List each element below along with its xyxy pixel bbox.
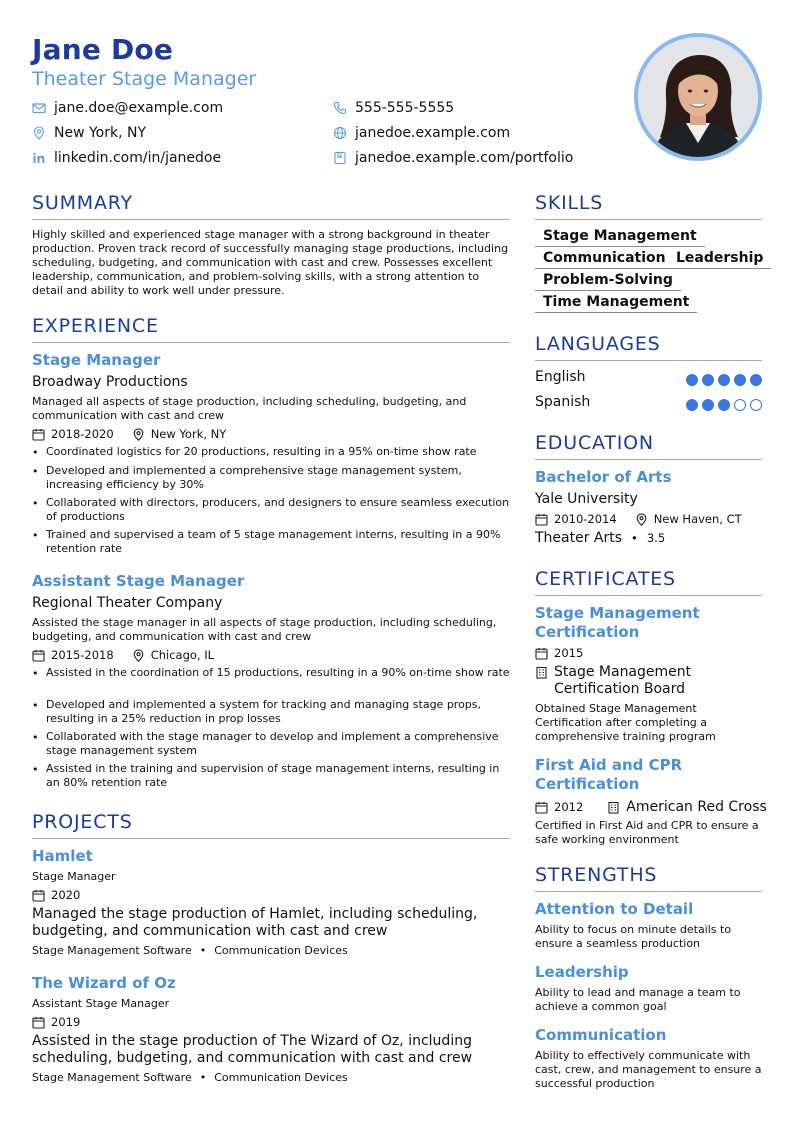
skills-divider — [535, 219, 762, 220]
job-bullet: • Developed and implemented a system for tracking and managing stage props, resulting in a 25% reduction in prop losses — [32, 698, 510, 726]
project-role: Stage Manager — [32, 870, 116, 883]
level-dot-filled — [702, 374, 714, 386]
education-heading: EDUCATION — [535, 432, 654, 454]
certificate-year: 2015 — [554, 646, 584, 660]
project-tag: Stage Management Software — [32, 944, 192, 957]
job-company: Regional Theater Company — [32, 595, 223, 611]
project-meta — [32, 1015, 80, 1029]
contact-website[interactable] — [333, 125, 510, 141]
language-name: Spanish — [535, 394, 591, 410]
strength-title: Leadership — [535, 963, 629, 981]
certificate-issuer-row — [535, 664, 762, 698]
education-gpa: 3.5 — [646, 531, 666, 545]
job-company: Broadway Productions — [32, 374, 188, 390]
contact-email[interactable] — [32, 100, 223, 116]
project-description: Assisted in the stage production of The Wizard of Oz, including scheduling, budgeting, and communication with cast and crew — [32, 1033, 473, 1066]
certificate-title: First Aid and CPR Certification — [535, 756, 683, 793]
certificate-meta — [535, 799, 767, 815]
bookmark-icon — [333, 151, 347, 165]
project-title: Hamlet — [32, 847, 93, 865]
education-school: Yale University — [535, 491, 638, 507]
experience-heading: EXPERIENCE — [32, 315, 159, 337]
job-bullet: • Assisted in the training and supervision of stage management interns, resulting in an 80% retention rate — [32, 762, 510, 790]
project-tag: Communication Devices — [214, 944, 348, 957]
calendar-icon — [535, 513, 548, 526]
email-text: jane.doe@example.com — [54, 100, 224, 116]
job-bullet: • Coordinated logistics for 20 productions, resulting in a 95% on-time show rate — [32, 445, 510, 459]
level-dot-filled — [686, 399, 698, 411]
phone-icon — [333, 101, 347, 115]
education-meta — [535, 512, 742, 526]
contact-location — [32, 125, 146, 141]
project-role: Assistant Stage Manager — [32, 997, 170, 1010]
skill-tag: Communication — [535, 249, 674, 269]
level-dot-filled — [686, 374, 698, 386]
education-degree: Bachelor of Arts — [535, 468, 672, 486]
linkedin-text: linkedin.com/in/janedoe — [54, 150, 222, 166]
phone-text: 555-555-5555 — [355, 100, 455, 116]
resume-title: Theater Stage Manager — [32, 68, 257, 90]
experience-divider — [32, 342, 510, 343]
job-bullet: • Assisted in the coordination of 15 productions, resulting in a 90% on-time show rate — [32, 666, 510, 680]
location-pin-icon — [635, 513, 648, 526]
strength-title: Attention to Detail — [535, 900, 694, 918]
projects-divider — [32, 838, 510, 839]
calendar-icon — [32, 1016, 45, 1029]
level-dot-filled — [750, 374, 762, 386]
certificates-divider — [535, 595, 762, 596]
languages-heading: LANGUAGES — [535, 333, 661, 355]
level-dot-filled — [702, 399, 714, 411]
building-icon — [535, 666, 548, 679]
calendar-icon — [535, 647, 548, 660]
level-dot-filled — [734, 374, 746, 386]
language-name: English — [535, 369, 586, 385]
profile-photo — [634, 33, 762, 161]
job-role: Assistant Stage Manager — [32, 572, 245, 590]
skill-tag: Problem-Solving — [535, 271, 681, 291]
calendar-icon — [535, 801, 548, 814]
strength-title: Communication — [535, 1026, 667, 1044]
language-level-dots — [686, 374, 762, 386]
certificate-year: 2012 — [554, 800, 584, 814]
level-dot-empty — [750, 399, 762, 411]
education-dates: 2010-2014 — [554, 512, 617, 526]
contact-phone[interactable] — [333, 100, 454, 116]
globe-icon — [333, 126, 347, 140]
project-year: 2020 — [51, 888, 81, 902]
project-description: Managed the stage production of Hamlet, including scheduling, budgeting, and communication with cast and crew — [32, 906, 478, 939]
projects-heading: PROJECTS — [32, 811, 133, 833]
job-dates: 2015-2018 — [51, 648, 114, 662]
portfolio-text: janedoe.example.com/portfolio — [355, 150, 574, 166]
job-description: Managed all aspects of stage production, including scheduling, budgeting, and communication with cast and crew — [32, 395, 467, 422]
job-meta — [32, 648, 214, 662]
level-dot-filled — [718, 399, 730, 411]
project-tags: Stage Management Software • Communication Devices — [32, 1071, 348, 1084]
skill-tag: Leadership — [668, 249, 771, 269]
linkedin-icon — [32, 151, 46, 165]
contact-portfolio[interactable] — [333, 150, 573, 166]
certificate-description: Obtained Stage Management Certification after completing a comprehensive training program — [535, 702, 716, 743]
summary-text: Highly skilled and experienced stage manager with a strong background in theater production. Proven track record of successfully managing stage productions, including scheduling, budgeting, and communication with cast and crew. Possesses excellent leadership, communication, and problem-solving skills, with a strong attention to detail and ability to work well under pressure. — [32, 228, 509, 297]
education-field-row: Theater Arts • 3.5 — [535, 530, 666, 546]
languages-divider — [535, 360, 762, 361]
strengths-heading: STRENGTHS — [535, 864, 658, 886]
job-description: Assisted the stage manager in all aspects of stage production, including scheduling, budgeting, and communication with cast and crew — [32, 616, 497, 643]
job-role: Stage Manager — [32, 351, 161, 369]
job-bullet: • Collaborated with the stage manager to develop and implement a comprehensive stage management system — [32, 730, 510, 758]
calendar-icon — [32, 889, 45, 902]
calendar-icon — [32, 428, 45, 441]
job-location: New York, NY — [150, 427, 227, 441]
skills-heading: SKILLS — [535, 192, 604, 214]
summary-heading: SUMMARY — [32, 192, 133, 214]
project-title: The Wizard of Oz — [32, 974, 176, 992]
location-pin-icon — [132, 649, 145, 662]
profile-portrait-icon — [638, 37, 758, 157]
certificates-heading: CERTIFICATES — [535, 568, 676, 590]
location-text: New York, NY — [54, 125, 147, 141]
job-bullet: • Developed and implemented a comprehensive stage management system, increasing efficiency by 30% — [32, 464, 510, 492]
strength-description: Ability to lead and manage a team to achieve a common goal — [535, 986, 741, 1013]
language-level-dots — [686, 399, 762, 411]
job-bullet: • Collaborated with directors, producers, and designers to ensure seamless execution of productions — [32, 496, 510, 524]
strength-description: Ability to focus on minute details to ensure a seamless production — [535, 923, 732, 950]
education-field: Theater Arts — [535, 530, 623, 546]
certificate-description: Certified in First Aid and CPR to ensure a safe working environment — [535, 819, 759, 846]
job-dates: 2018-2020 — [51, 427, 114, 441]
website-text: janedoe.example.com — [355, 125, 511, 141]
job-bullet: • Trained and supervised a team of 5 stage management interns, resulting in a 90% retention rate — [32, 528, 510, 556]
project-tag: Communication Devices — [214, 1071, 348, 1084]
certificate-issuer: Stage Management Certification Board — [554, 664, 692, 697]
mail-icon — [32, 101, 46, 115]
strengths-divider — [535, 891, 762, 892]
job-location: Chicago, IL — [150, 648, 215, 662]
calendar-icon — [32, 649, 45, 662]
certificate-title: Stage Management Certification — [535, 604, 700, 641]
location-pin-icon — [132, 428, 145, 441]
project-tag: Stage Management Software — [32, 1071, 192, 1084]
resume-name: Jane Doe — [32, 33, 174, 66]
building-icon — [607, 801, 620, 814]
job-meta — [32, 427, 226, 441]
education-divider — [535, 459, 762, 460]
certificate-meta — [535, 646, 583, 660]
level-dot-filled — [718, 374, 730, 386]
level-dot-empty — [734, 399, 746, 411]
contact-linkedin[interactable] — [32, 150, 221, 166]
project-year: 2019 — [51, 1015, 81, 1029]
education-location: New Haven, CT — [653, 512, 742, 526]
summary-divider — [32, 219, 510, 220]
project-meta — [32, 888, 80, 902]
certificate-issuer: American Red Cross — [626, 799, 767, 815]
skill-tag: Stage Management — [535, 227, 705, 247]
location-pin-icon — [32, 126, 46, 140]
skill-tag: Time Management — [535, 293, 697, 313]
strength-description: Ability to effectively communicate with cast, crew, and management to ensure a successful production — [535, 1049, 762, 1090]
project-tags: Stage Management Software • Communication Devices — [32, 944, 348, 957]
